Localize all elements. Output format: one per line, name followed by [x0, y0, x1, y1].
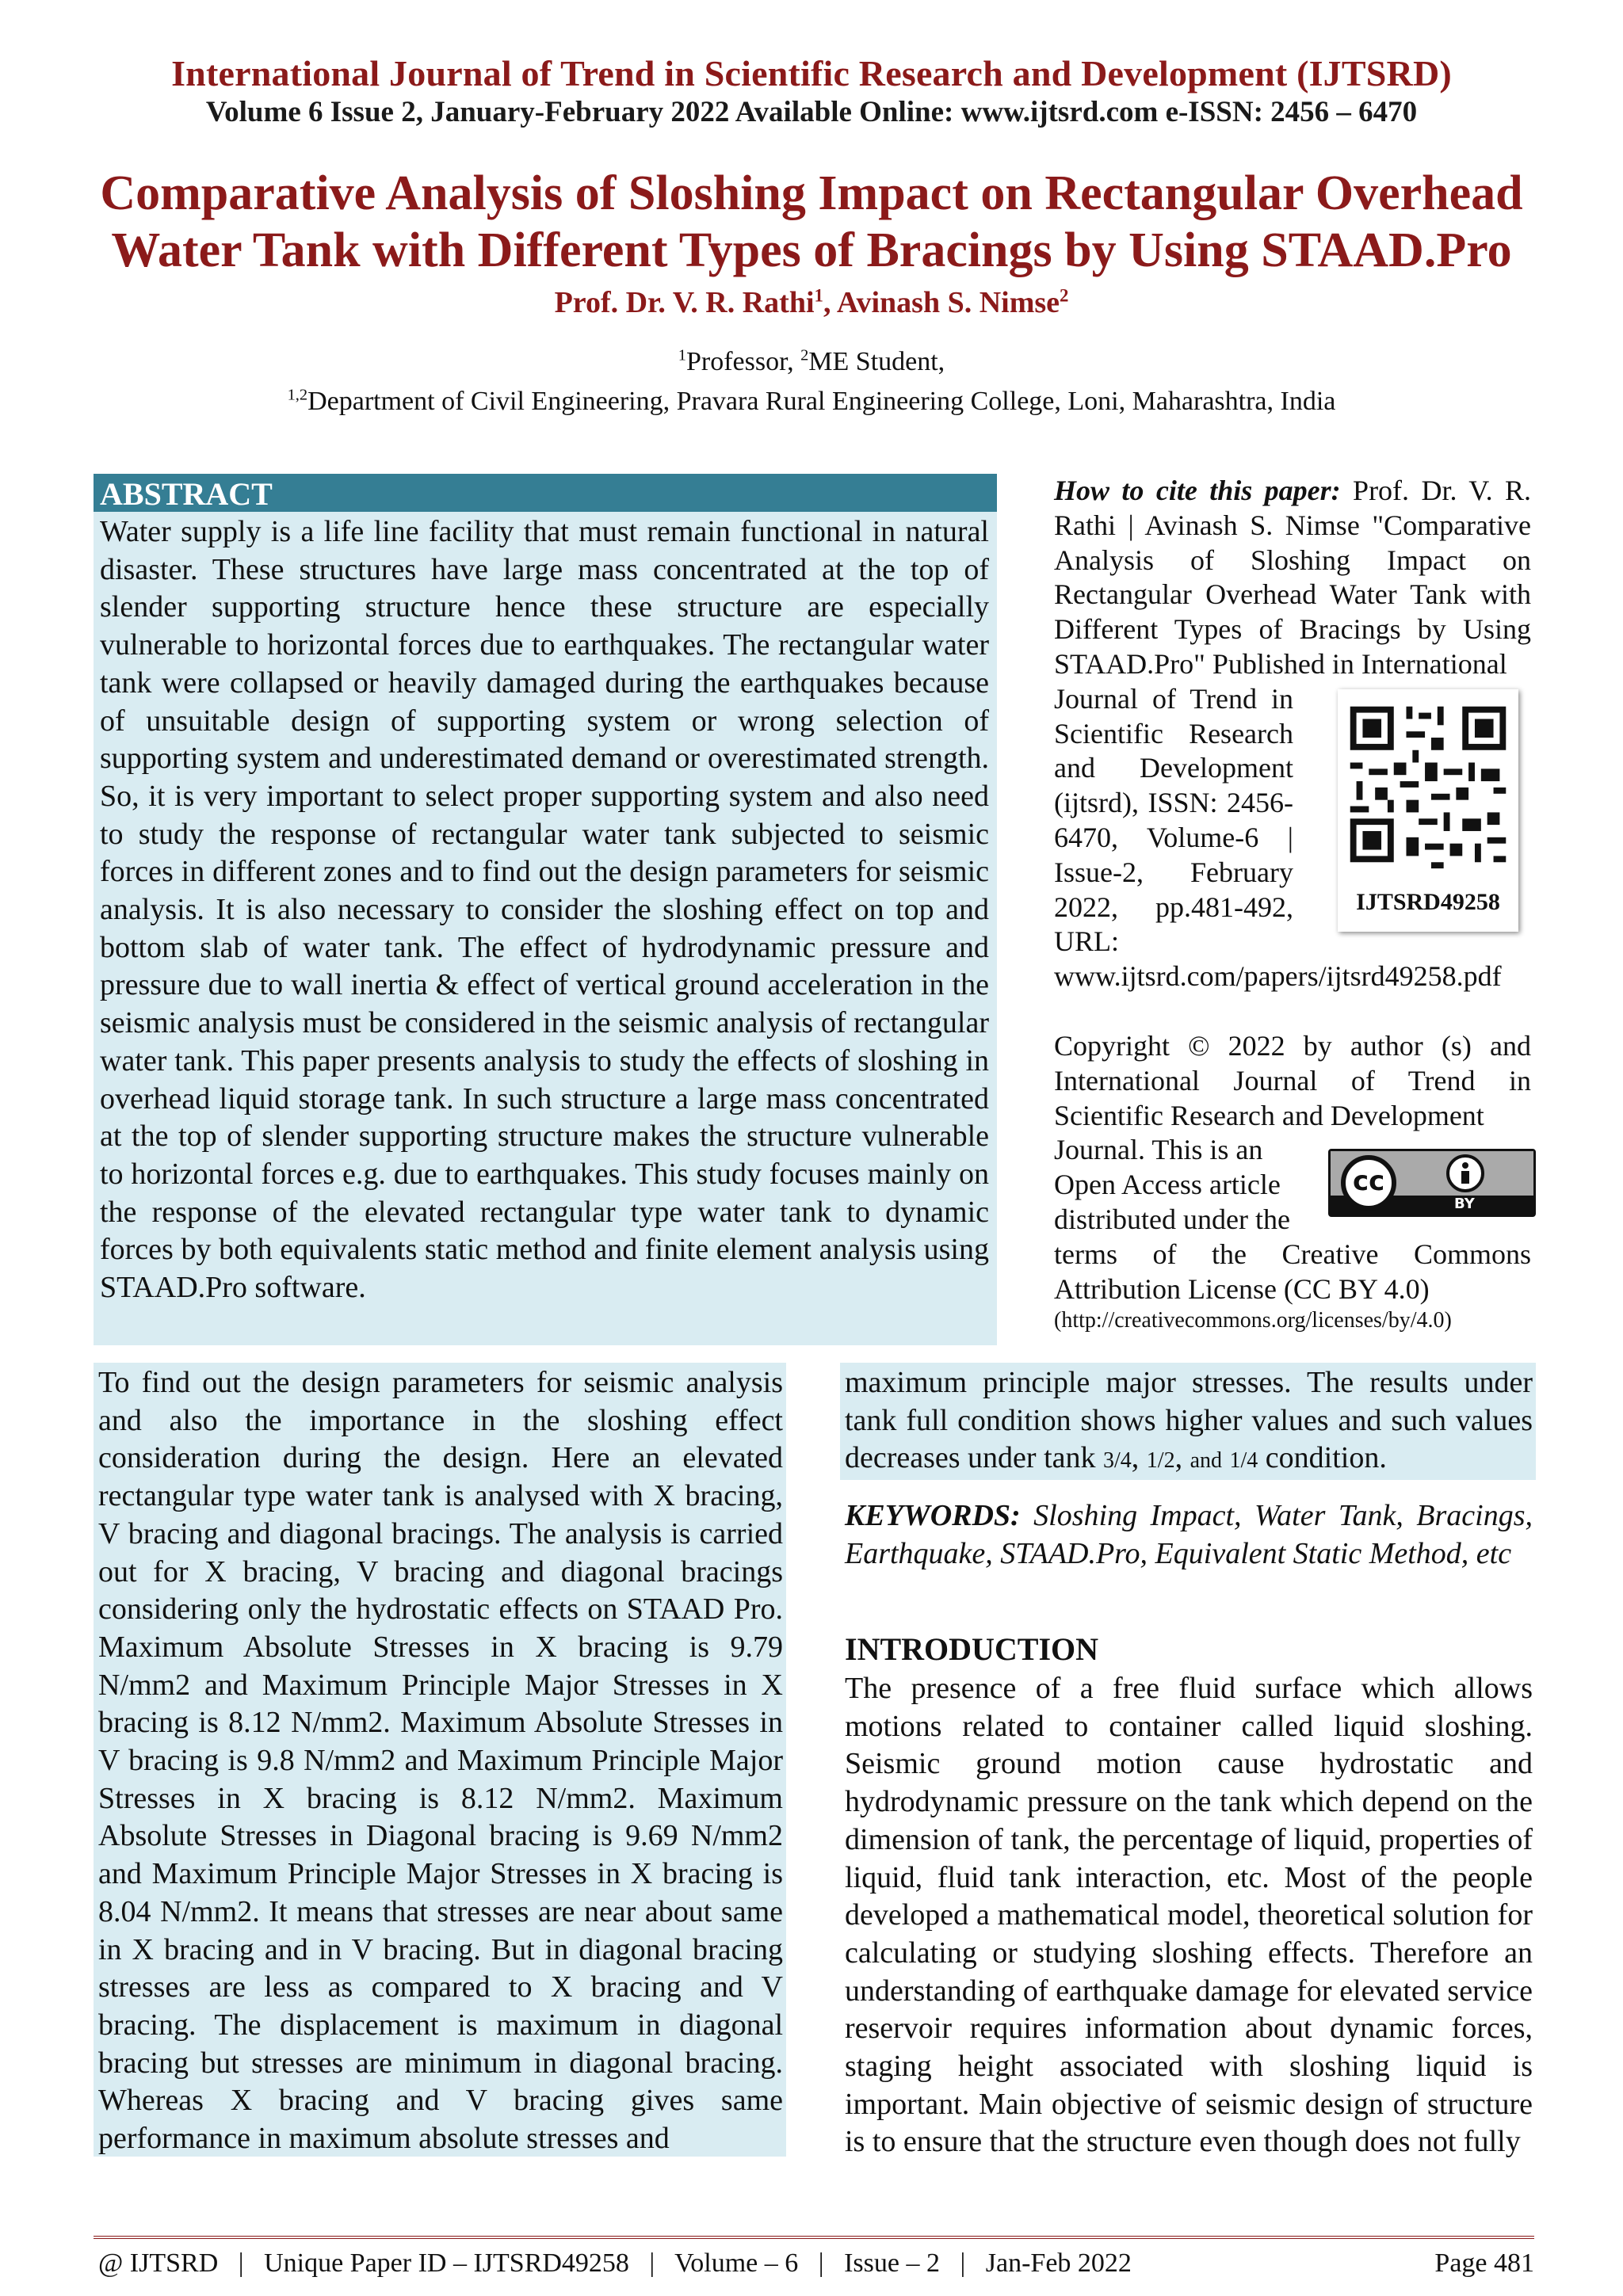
- fraction-three-quarters: 3/4: [1103, 1448, 1132, 1474]
- author-1-sup: 1: [814, 285, 823, 306]
- affil-dept-sup: 1,2: [287, 386, 308, 404]
- license-url[interactable]: (http://creativecommons.org/licenses/by/4.0): [1054, 1308, 1452, 1333]
- affil-sup-2: 2: [800, 346, 809, 364]
- citation-url[interactable]: www.ijtsrd.com/papers/ijtsrd49258.pdf: [1054, 960, 1502, 993]
- cc-by-badge[interactable]: [1328, 1149, 1536, 1217]
- abstract-text: Water supply is a life line facility that must remain functional in natural disaster. These structures have large mass concentrated at the top of slender supporting structure hence these structure are especially vulnerable to horizontal forces due to earthquakes. The rectangular water tank were collapsed or heavily damaged during the earthquakes because of unsuitable design of supporting system or wrong selection of supporting system and underestimated demand or overestimated strength. So, it is very important to select proper supporting system and also need to study the response of rectangular water tank subjected to seismic forces in different zones and to find out the design parameters for seismic analysis. It is also necessary to consider the sloshing effect on top and bottom slab of water tank. The effect of hydrodynamic pressure and pressure due to wall inertia & effect of vertical ground acceleration in the seismic analysis must be considered in the seismic analysis of rectangular water tank. This paper presents analysis to study the effects of sloshing in overhead liquid storage tank. In such structure a large mass concentrated at the top of slender supporting structure makes the structure vulnerable to horizontal forces e.g. due to earthquakes. This study focuses mainly on the response of the elevated rectangular type water tank to dynamic forces by both equivalents static method and finite element analysis using STAAD.Pro software.: [100, 515, 989, 1305]
- copyright-text-bottom: terms of the Creative Commons Attribution License (CC BY 4.0): [1054, 1238, 1531, 1305]
- copyright-text-narrow: Journal. This is an Open Access article distributed under the: [1054, 1134, 1290, 1235]
- citation-text-narrow: Journal of Trend in Scientific Research and Development (ijtsrd), ISSN: 2456-6470, Volume-6 | Issue-2, February 2022, pp.481-492, URL:: [1054, 682, 1293, 958]
- affil-role-1: Professor,: [686, 347, 801, 376]
- paper-title-line-1: Comparative Analysis of Sloshing Impact on Rectangular Overhead: [100, 166, 1523, 220]
- affil-dept: Department of Civil Engineering, Pravara Rural Engineering College, Loni, Maharashtra, India: [307, 387, 1336, 416]
- citation-spacer: [1054, 994, 1531, 1029]
- citation-label: How to cite this paper: [1054, 475, 1331, 506]
- abstract-continued-right-end: condition.: [1258, 1441, 1387, 1475]
- paper-title: [71, 165, 1552, 279]
- qr-code-icon: [1338, 689, 1518, 879]
- introduction-text: The presence of a free fluid surface which allows motions related to container called liquid sloshing. Seismic ground motion cause hydrostatic and hydrodynamic pressure on the tank which depend on the dimension of tank, the percentage of liquid, properties of liquid, fluid tank interaction, etc. Most of the people developed a mathematical model, theoretical solution for calculating or studying sloshing effects. Therefore an understanding of earthquake damage for elevated service reservoir requires information about dynamic forces, staging height associated with sloshing liquid is important. Main objective of seismic design of structure is to ensure that the structure even though does not fully: [845, 1672, 1533, 2159]
- abstract-continued-left: To find out the design parameters for seismic analysis and also the importance in the sloshing effect consideration during the design. Here an elevated rectangular type water tank is analysed with X bracing, V bracing and diagonal bracings. The analysis is carried out for X bracing, V bracing and diagonal bracings considering only the hydrostatic effects on STAAD Pro. Maximum Absolute Stresses in X bracing is 9.79 N/mm2 and Maximum Principle Major Stresses in X bracing is 8.12 N/mm2. Maximum Absolute Stresses in V bracing is 9.8 N/mm2 and Maximum Principle Major Stresses in X bracing is 8.12 N/mm2. Maximum Absolute Stresses in Diagonal bracing is 9.69 N/mm2 and Maximum Principle Major Stresses in X bracing is 8.04 N/mm2. It means that stresses are near about same in X bracing and in V bracing. But in diagonal bracing stresses are less as compared to X bracing and V bracing. The displacement is maximum in diagonal bracing but stresses are minimum in diagonal bracing. Whereas X bracing and V bracing gives same performance in maximum absolute stresses and: [98, 1366, 783, 2156]
- journal-issue-line: Volume 6 Issue 2, January-February 2022 Available Online: www.ijtsrd.com e-ISSN: 2456 – 6470: [205, 96, 1418, 128]
- author-2-sup: 2: [1060, 285, 1069, 306]
- introduction-heading: INTRODUCTION: [845, 1631, 1099, 1667]
- abstract-continued-right: maximum principle major stresses. The results under tank full condition shows higher values and such values decreases under tank 3/4, 1/2, and 1/4 condition.: [845, 1366, 1533, 1475]
- page-number: Page 481: [1434, 2248, 1534, 2278]
- paper-title-line-2: Water Tank with Different Types of Bracings by Using STAAD.Pro: [111, 223, 1512, 277]
- cc-badge-label: cc: [1353, 1165, 1385, 1197]
- fraction-and: and: [1190, 1448, 1223, 1474]
- journal-name: International Journal of Trend in Scientific Research and Development (IJTSRD): [171, 53, 1452, 93]
- copyright-text-top: Copyright © 2022 by author (s) and International Journal of Trend in Scientific Research and Development: [1054, 1029, 1531, 1131]
- author-1: Prof. Dr. V. R. Rathi: [554, 286, 815, 319]
- affil-sup-1: 1: [678, 346, 686, 364]
- author-2: , Avinash S. Nimse: [823, 286, 1060, 319]
- fraction-quarter: 1/4: [1229, 1448, 1258, 1474]
- fraction-half: 1/2: [1146, 1448, 1175, 1474]
- authors: [0, 285, 1623, 320]
- keywords-label: KEYWORDS:: [845, 1499, 1021, 1532]
- keywords-text: Sloshing Impact, Water Tank, Bracings, Earthquake, STAAD.Pro, Equivalent Static Method, etc: [845, 1499, 1533, 1570]
- citation-colon: :: [1331, 475, 1341, 506]
- by-badge-label: BY: [1454, 1196, 1475, 1212]
- footer-rule: [94, 2236, 1534, 2239]
- affiliation-roles: [0, 347, 1623, 377]
- keywords: [845, 1497, 1533, 1573]
- abstract-heading: ABSTRACT: [100, 476, 273, 512]
- qr-caption: IJTSRD49258: [1356, 889, 1500, 915]
- affil-role-2: ME Student,: [808, 347, 945, 376]
- citation-text-top: Prof. Dr. V. R. Rathi | Avinash S. Nimse "Comparative Analysis of Sloshing Impact on Rectangular Overhead Water Tank with Different Types of Bracings by Using STAAD.Pro" Published in International: [1054, 475, 1531, 680]
- footer-info: @ IJTSRD | Unique Paper ID – IJTSRD49258 | Volume – 6 | Issue – 2 | Jan-Feb 2022: [98, 2248, 1132, 2278]
- affiliation-department: [0, 387, 1623, 417]
- abstract-continued-right-text: maximum principle major stresses. The results under tank full condition shows higher values and such values decreases under tank: [845, 1366, 1533, 1475]
